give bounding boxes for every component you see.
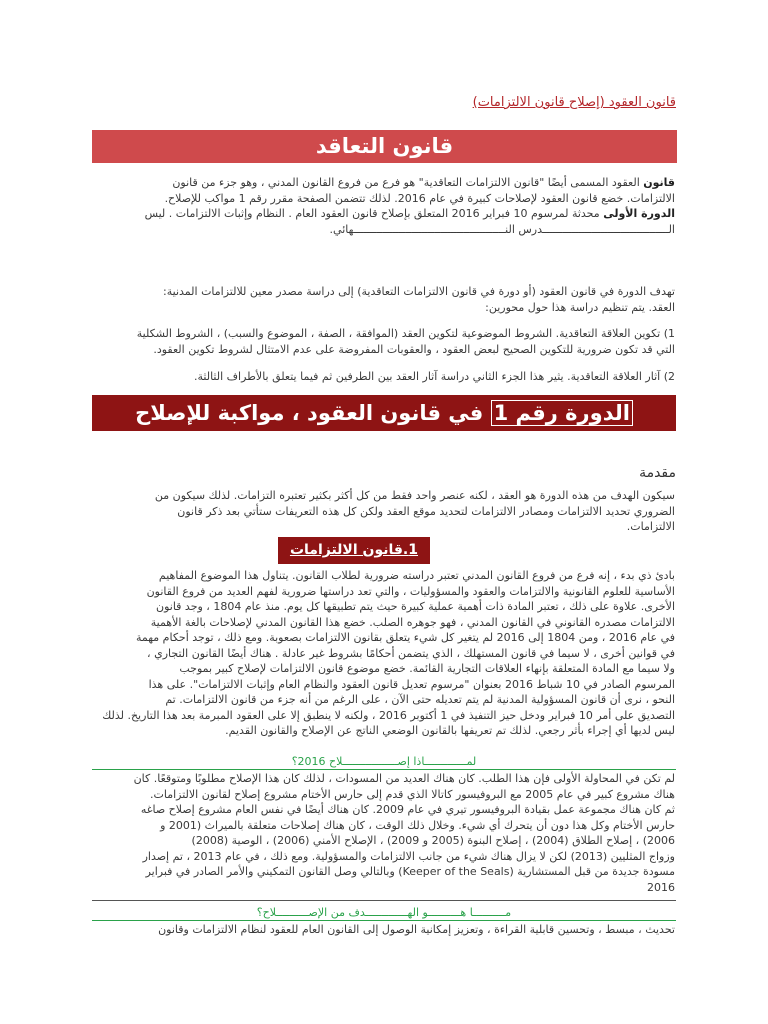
obligations-line: بادئ ذي بدء ، إنه فرع من فروع القانون المدني تعتبر دراسته ضرورية لطلاب القانون. يتناول هذا الموضوع المفاهيم bbox=[158, 569, 675, 582]
course-1-banner bbox=[92, 395, 676, 431]
axis-2-paragraph: 2) آثار العلاقة التعاقدية. يثير هذا الجزء الثاني دراسة آثار العقد بين الطرفين ثم فيما يتعلق بالأطراف الثالثة. bbox=[194, 370, 675, 383]
why-reform-line: 2016 bbox=[647, 880, 675, 894]
why-reform-line: ثم كان هناك مجموعة عمل بقيادة البروفيسور تيري في عام 2009. كان هناك أيضًا في نفس العام مشروع إصلاح صاغه bbox=[140, 803, 675, 816]
introduction-line-1: سيكون الهدف من هذه الدورة هو العقد ، لكنه عنصر واحد فقط من كل أكثر بكثير تعتبره التزامات. لذلك سيكون من bbox=[154, 489, 675, 502]
objective-paragraph bbox=[90, 284, 675, 315]
axis-1-line-1: 1) تكوين العلاقة التعاقدية. الشروط الموضوعية لتكوين العقد (الموافقة ، الصفة ، الموضوع والسبب) ، الشروط الشكلية bbox=[136, 327, 675, 340]
document-title: قانون العقود (إصلاح قانون الالتزامات) bbox=[472, 95, 676, 110]
reform-goal-paragraph: تحديث ، مبسط ، وتحسين قابلية القراءة ، وتعزيز إمكانية الوصول إلى القانون العام للعقود لنظام الالتزامات وقانون bbox=[158, 923, 675, 936]
objective-line-1: تهدف الدورة في قانون العقود (أو دورة في قانون الالتزامات التعاقدية) إلى دراسة مصدر معين للالتزامات المدنية: bbox=[163, 285, 675, 298]
axis-1-line-2: التي قد تكون ضرورية للتكوين الصحيح لبعض العقود ، والعقوبات المفروضة على عدم الامتثال لشروط تكوين العقود. bbox=[153, 342, 675, 356]
why-reform-heading: لمـــــــــــــاذا إصـــــــــــــــــلاح 2016؟ bbox=[92, 754, 676, 770]
intro-line-3: محدثة لمرسوم 10 فبراير 2016 المتعلق بإصلاح قانون العقود العام . النظام وإثبات الالتزامات . ليس bbox=[144, 207, 600, 220]
obligations-line: ليس لديها أي إجراء بأثر رجعي. لذلك تم تعريفها بالقانون الوضعي الناتج عن الإصلاح والقانون القديم. bbox=[225, 724, 675, 737]
obligations-law-banner: 1.قانون الالتزامات bbox=[278, 537, 430, 564]
objective-line-2: العقد. يتم تنظيم دراسة هذا حول محورين: bbox=[485, 300, 675, 314]
obligations-line: التصديق على أمر 10 فبراير ودخل حيز التنفيذ في 1 أكتوبر 2016 ، ولكنه لا ينطبق إلا على العقود المبرمة بعد هذا التاريخ. لذلك bbox=[102, 708, 675, 722]
introduction-paragraph bbox=[90, 488, 675, 535]
intro-paragraph bbox=[90, 175, 675, 237]
intro-line-2: الالتزامات. خضع قانون العقود لإصلاحات كبيرة في عام 2016. لذلك تتضمن الصفحة مقرر رقم 1 مواكب للإصلاح. bbox=[164, 191, 675, 205]
course-1-subtitle: في قانون العقود ، مواكبة للإصلاح bbox=[135, 401, 491, 425]
first-course-keyword: الدورة الأولى bbox=[603, 207, 675, 220]
why-reform-line: 2006) ، إصلاح الطلاق (2004) ، إصلاح البنوة (2005 و 2009) ، الإصلاح الأمني (2006) ، الوصية (2008) bbox=[191, 834, 675, 847]
obligations-line: الالتزامات مصدره القانوني في القانون المدني ، فهو جوهره الصلب. خضع هذا القانون المدني لإصلاحات بالغة الأهمية bbox=[150, 615, 675, 629]
why-reform-line: حارس الأختام وكل هذا دون أن يتحرك أي شيء. وخلال ذلك الوقت ، كان هناك إصلاحات متعلقة بالميراث (2001 و bbox=[160, 818, 675, 832]
contract-law-banner: قانون التعاقد bbox=[92, 130, 677, 163]
obligations-line: المرسوم الصادر في 10 شباط 2016 بعنوان "مرسوم تعديل قانون العقود والنظام العام وإثبات الالتزامات". على هذا bbox=[148, 677, 675, 691]
intro-line-4: الـــــــــــــــــــــــــــــــــــــــدرس النـــــــــــــــــــــــــــــــــــــــــــــــهائي. bbox=[329, 222, 675, 236]
why-reform-line: هناك مشروع كبير في عام 2005 مع البروفيسور كاتالا الذي قدم إلى حارس الأختام مشروع إصلاح لقانون الالتزامات. bbox=[150, 787, 675, 801]
introduction-heading: مقدمة bbox=[639, 465, 676, 481]
section-divider bbox=[92, 900, 676, 901]
obligations-paragraph bbox=[90, 568, 675, 739]
obligations-line: النحو ، نرى أن قانون المسؤولية المدنية لم يتم تعديله حتى الآن ، على الرغم من أنه جزء من قانون الالتزامات. تم bbox=[165, 693, 675, 706]
why-reform-line: لم تكن في المحاولة الأولى فإن هذا الطلب. كان هناك العديد من المسودات ، لذلك كان هذا الإصلاح مطلوبًا ومتوقعًا. كان bbox=[133, 772, 675, 785]
why-reform-paragraph bbox=[90, 771, 675, 895]
reform-goal-heading: مــــــــــا هــــــــــو الهـــــــــــــدف من الإصــــــــــلاح؟ bbox=[92, 905, 676, 921]
obligations-line: الأخرى. علاوة على ذلك ، تعتبر المادة ذات أهمية عملية كبيرة حيث يتم تطبيقها كل يوم. منذ عام 1804 ، وجد قانون bbox=[156, 600, 675, 613]
why-reform-line: مسودة جديدة من قبل المستشارية (Keeper of the Seals) وبالتالي وصل القانون التمكيني والأمر الصادر في فبراير bbox=[145, 865, 675, 878]
obligations-line: في عام 2016 ، ومن 1804 إلى 2016 لم يتغير كل شيء يتعلق بقانون الالتزامات بصعوبة. ومع ذلك ، توجد أحكام مهمة bbox=[135, 631, 675, 644]
intro-line-1: العقود المسمى أيضًا "قانون الالتزامات التعاقدية" هو فرع من فروع القانون المدني ، وهو جزء من قانون bbox=[172, 176, 640, 189]
obligations-line: في قوانين أخرى ، لا سيما في قانون المستهلك ، الذي يتضمن أحكامًا بشروط غير عادلة . هناك أيضًا القانون التجاري ، bbox=[147, 646, 675, 660]
why-reform-line: وزواج المثليين (2013) لكن لا يزال هناك شيء من جانب الالتزامات والمسؤولية. ومع ذلك ، في عام 2013 ، تم إصدار bbox=[142, 849, 675, 863]
obligations-line: الأساسية للعلوم القانونية والالتزامات والعقود والمسؤوليات ، والتي تعد دراستها ضرورية لفهم العديد من فروع القانون bbox=[146, 584, 675, 598]
intro-lead-keyword: قانون bbox=[643, 176, 675, 189]
axis-1-paragraph bbox=[90, 326, 675, 357]
course-1-label: الدورة رقم 1 bbox=[491, 400, 633, 426]
obligations-line: ولا سيما مع المادة المتعلقة بإنهاء العلاقات التجارية القائمة. خضع موضوع قانون الالتزامات لإصلاح كبير بموجب bbox=[179, 662, 675, 675]
introduction-line-3: الالتزامات. bbox=[626, 520, 675, 533]
introduction-line-2: الضروري تحديد الالتزامات ومصادر الالتزامات لتحديد موقع العقد ولكن كل هذه التعريفات ستأتي بعد ذكر قانون bbox=[177, 504, 675, 518]
